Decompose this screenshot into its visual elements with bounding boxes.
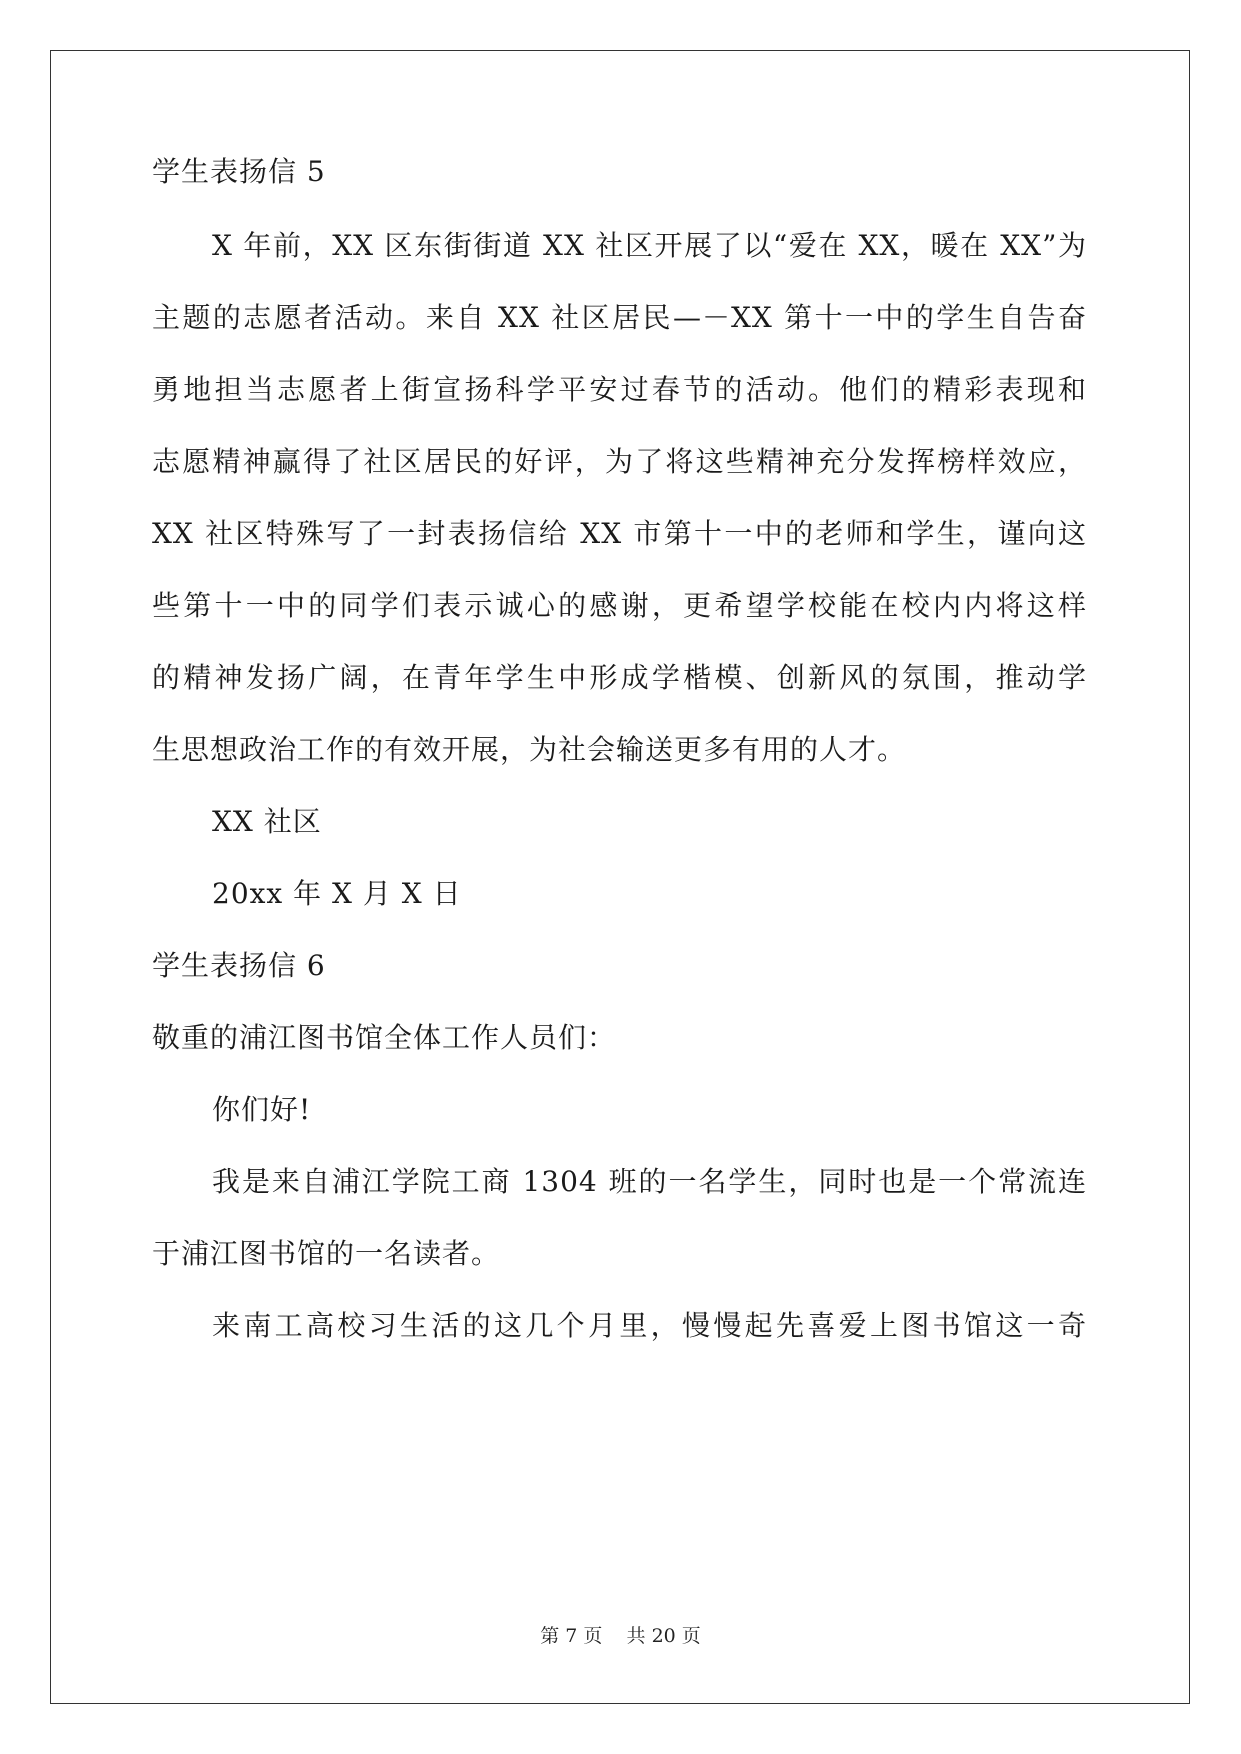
letter-5-heading: 学生表扬信 5 (152, 155, 326, 188)
paragraph-3-line-1: 来南工高校习生活的这几个月里，慢慢起先喜爱上图书馆这一奇 (212, 1309, 1087, 1342)
letter-5-line-2: 主题的志愿者活动。来自 XX 社区居民—－XX 第十一中的学生自告奋 (152, 301, 1087, 334)
letter-6-heading: 学生表扬信 6 (152, 949, 326, 982)
greeting: 你们好! (212, 1093, 312, 1126)
paragraph-2-line-1: 我是来自浦江学院工商 1304 班的一名学生，同时也是一个常流连 (212, 1165, 1087, 1198)
letter-5-line-1: X 年前，XX 区东街街道 XX 社区开展了以“爱在 XX，暖在 XX”为 (212, 229, 1087, 262)
letter-5-line-7: 的精神发扬广阔，在青年学生中形成学楷模、创新风的氛围，推动学 (152, 661, 1087, 694)
letter-5-line-5: XX 社区特殊写了一封表扬信给 XX 市第十一中的老师和学生，谨向这 (152, 517, 1087, 550)
page-number: 第 7 页 共 20 页 (540, 1625, 701, 1647)
paragraph-2-line-2: 于浦江图书馆的一名读者。 (152, 1237, 501, 1270)
salutation: 敬重的浦江图书馆全体工作人员们： (152, 1021, 617, 1054)
signature: XX 社区 (212, 805, 322, 838)
date: 20xx 年 X 月 X 日 (212, 877, 462, 910)
letter-5-line-8: 生思想政治工作的有效开展，为社会输送更多有用的人才。 (152, 733, 907, 766)
letter-5-line-6: 些第十一中的同学们表示诚心的感谢，更希望学校能在校内内将这样 (152, 589, 1087, 622)
letter-5-line-4: 志愿精神赢得了社区居民的好评，为了将这些精神充分发挥榜样效应， (152, 445, 1087, 478)
letter-5-line-3: 勇地担当志愿者上街宣扬科学平安过春节的活动。他们的精彩表现和 (152, 373, 1087, 406)
